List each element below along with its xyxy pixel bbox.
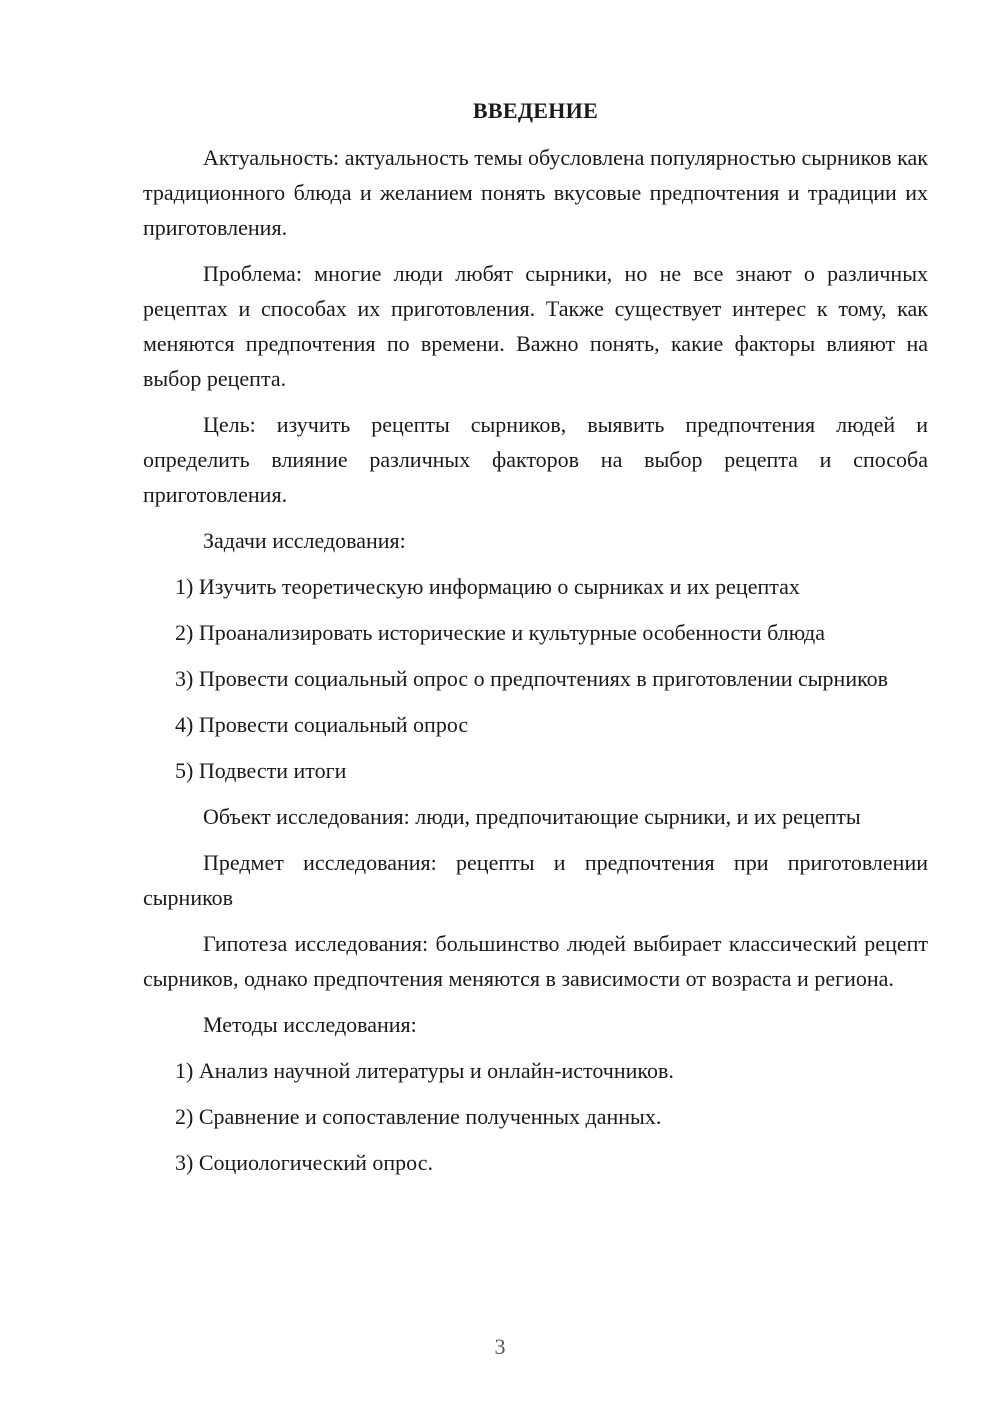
page-number: 3: [494, 1334, 506, 1359]
hypothesis-paragraph: Гипотеза исследования: большинство людей выбирает классический рецепт сырников, однако предпочтения меняются в зависимости от возраста и региона.: [143, 931, 928, 991]
task-item-1: 1) Изучить теоретическую информацию о сырниках и их рецептах: [175, 574, 800, 599]
task-item-4: 4) Провести социальный опрос: [175, 712, 469, 737]
object-paragraph: Объект исследования: люди, предпочитающие сырники, и их рецепты: [203, 804, 861, 829]
section-title: ВВЕДЕНИЕ: [472, 98, 599, 123]
method-item-1: 1) Анализ научной литературы и онлайн-источников.: [175, 1058, 674, 1083]
problem-paragraph: Проблема: многие люди любят сырники, но не все знают о различных рецептах и способах их приготовления. Также существует интерес к тому, как меняются предпочтения по времени. Важно понять, какие факторы влияют на выбор рецепта.: [143, 261, 928, 391]
task-item-2: 2) Проанализировать исторические и культурные особенности блюда: [175, 620, 825, 645]
goal-paragraph: Цель: изучить рецепты сырников, выявить предпочтения людей и определить влияние различных факторов на выбор рецепта и способа приготовления.: [143, 412, 928, 507]
method-item-2: 2) Сравнение и сопоставление полученных данных.: [175, 1104, 662, 1129]
method-item-3: 3) Социологический опрос.: [175, 1150, 433, 1175]
relevance-paragraph: Актуальность: актуальность темы обусловлена популярностью сырников как традиционного блюда и желанием понять вкусовые предпочтения и традиции их приготовления.: [143, 145, 928, 240]
methods-heading: Методы исследования:: [203, 1012, 417, 1037]
subject-paragraph: Предмет исследования: рецепты и предпочтения при приготовлении сырников: [143, 850, 928, 910]
page-content: [143, 94, 928, 1191]
tasks-heading: Задачи исследования:: [203, 528, 406, 553]
task-item-5: 5) Подвести итоги: [175, 758, 347, 783]
task-item-3: 3) Провести социальный опрос о предпочтениях в приготовлении сырников: [175, 666, 889, 691]
